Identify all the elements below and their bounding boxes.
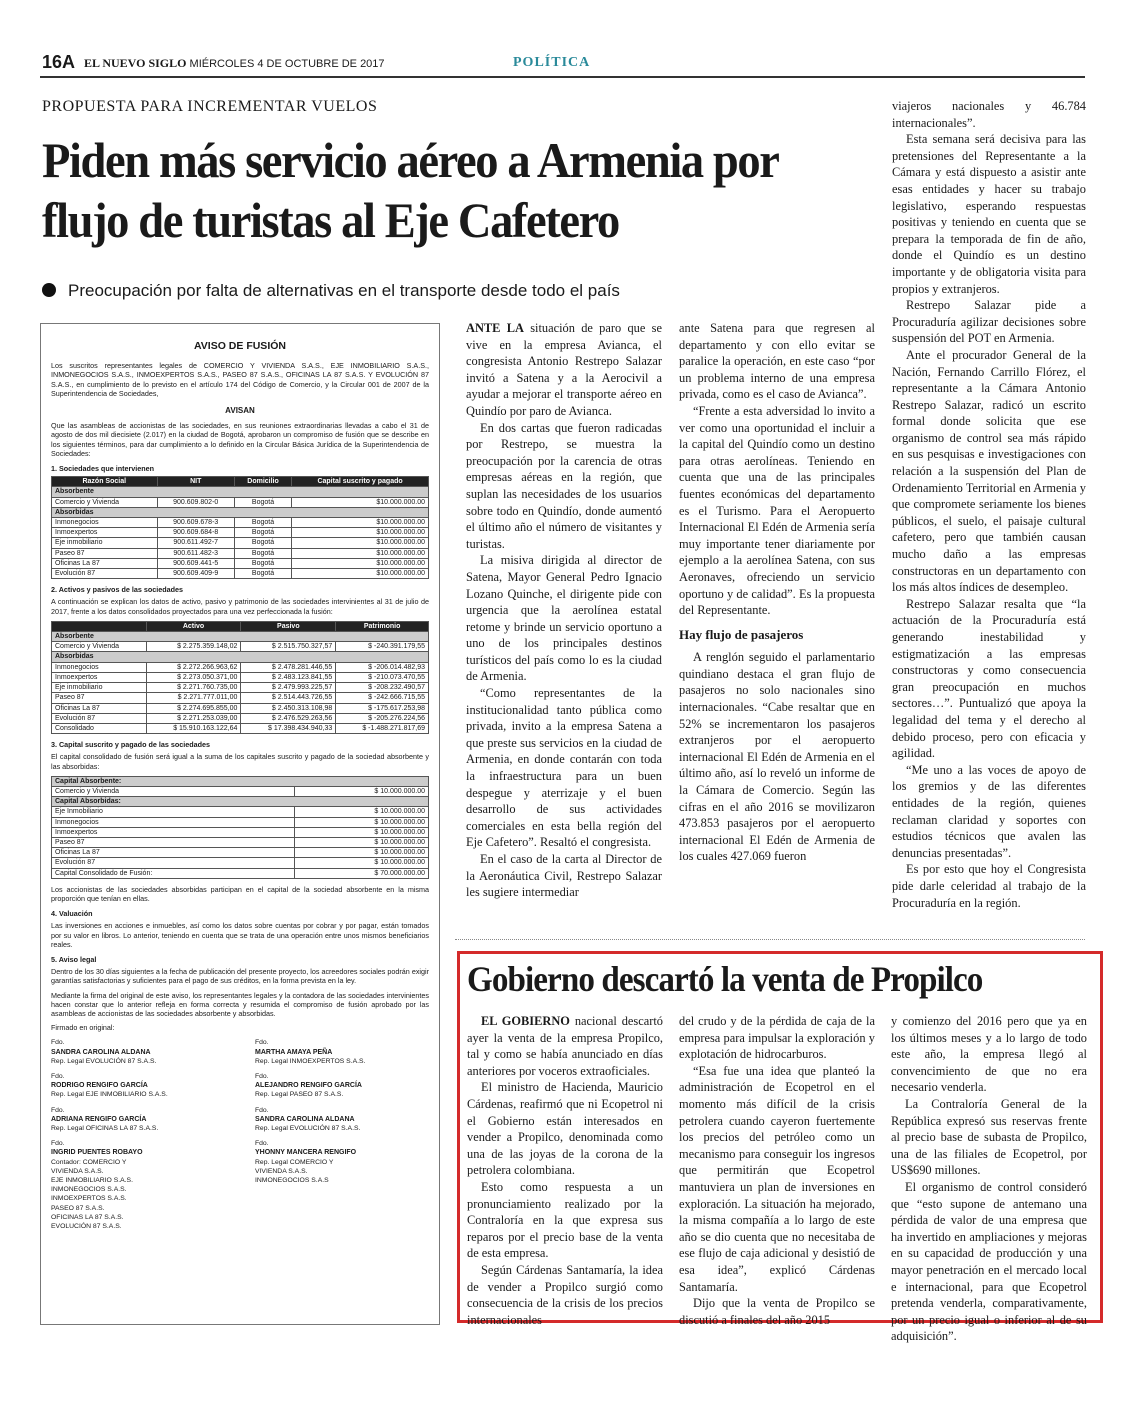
table-row: Evolución 87 $ 10.000.000.00 (52, 858, 429, 868)
table-row: Eje inmobiliario 900.611.492-7 Bogotá $10.000.000.00 (52, 538, 429, 548)
lead-in: EL GOBIERNO (481, 1014, 570, 1028)
table-row: Oficinas La 87 900.609.441-5 Bogotá $10.000.000.00 (52, 558, 429, 568)
notice-para: Las inversiones en acciones e inmuebles, así como los datos sobre cuentas por cobrar y por pagar, están tomados por su valor en libros. Lo anterior, teniendo en cuenta que se trata de una operación entre unos mismos beneficiarios reales. (51, 921, 429, 949)
paragraph: viajeros nacionales y 46.784 internacionales”. (892, 99, 1086, 130)
table-row: Paseo 87 $ 10.000.000.00 (52, 837, 429, 847)
table-group: Absorbente (52, 487, 429, 497)
notice-section-heading: 4. Valuación (51, 909, 93, 919)
notice-para: Que las asambleas de accionistas de las sociedades, en sus reuniones extraordinarias llevadas a cabo el 31 de agosto de dos mil diecisiete (2.017) en la ciudad de Bogotá, aprobaron un compromiso de fusión que se describe en los siguientes términos, para dar cumplimiento a lo definido en la Circular Básica Jurídica de la Superintendencia de Sociedades: (51, 421, 429, 458)
table-row: Comercio y Vivienda $ 2.275.359.148,02 $ 2.515.750.327,57 $ -240.391.179,55 (52, 642, 429, 652)
table-row: Inmoexpertos 900.609.684-8 Bogotá $10.000.000.00 (52, 528, 429, 538)
notice-avisan: AVISAN (225, 406, 255, 416)
notice-para: Mediante la firma del original de este aviso, los representantes legales y la contadora de las sociedades intervinientes hacen constar que lo anterior refleja en forma correcta y resumida el compromiso de fusión aprobado por las asambleas de accionistas de las sociedades absorbente y absorbidas. (51, 990, 429, 1018)
notice-title: AVISO DE FUSIÓN (194, 340, 286, 352)
article-headline: Piden más servicio aéreo a Armenia por flujo de turistas al Eje Cafetero (42, 132, 778, 248)
table-group: Absorbidas (52, 507, 429, 517)
paragraph: Restrepo Salazar pide a Procuraduría agilizar decisiones sobre suspensión del POT en Armenia. (892, 298, 1086, 346)
newspaper-name: EL NUEVO SIGLO (84, 56, 187, 70)
box-column-2 (679, 1013, 875, 1328)
table-row: Comercio y Vivienda $ 10.000.000.00 (52, 786, 429, 796)
table-row: Eje Inmobiliario $ 10.000.000.00 (52, 807, 429, 817)
dotted-divider (455, 939, 1085, 940)
table-row: Inmoexpertos $ 2.273.050.371,00 $ 2.483.123.841,55 $ -210.073.470,55 (52, 672, 429, 682)
notice-para: Los accionistas de las sociedades absorbidas participan en el capital de la sociedad absorbente en la misma proporción que tenían en ellas. (51, 884, 429, 903)
notice-para: Dentro de los 30 días siguientes a la fecha de publicación del presente proyecto, los acreedores sociales podrán exigir garantías satisfactorias y suficientes para el pago de sus créditos, en la forma prevista en la ley. (51, 967, 429, 986)
signature-block: Fdo. SANDRA CAROLINA ALDANA Rep. Legal EVOLUCIÓN 87 S.A.S. (255, 1106, 361, 1133)
paragraph: El organismo de control consideró que “esto supone de antemano una pérdida de valor de una empresa que ha invertido en ampliaciones y mejoras en su capacidad de producción y una mayor penetración en el mercado local e internacional, para que Ecopetrol pretenda venderla, comparativamente, por un precio igual o inferior al de su adquisición”. (891, 1179, 1087, 1344)
table-header: Domicilio (234, 477, 291, 487)
table-row: Capital Consolidado de Fusión: $ 70.000.000.00 (52, 868, 429, 878)
table-row: Inmonegocios $ 2.272.266.963,62 $ 2.478.281.446,55 $ -206.014.482,93 (52, 662, 429, 672)
signature-block: Fdo. ALEJANDRO RENGIFO GARCÍA Rep. Legal PASEO 87 S.A.S. (255, 1073, 362, 1099)
table-row: Evolución 87 900.609.409-9 Bogotá $10.000.000.00 (52, 569, 429, 579)
notice-para: A continuación se explican los datos de activo, pasivo y patrimonio de las sociedades intervinientes al 31 de julio de 2017, frente a los datos consolidados proyectados para una vez perfeccionada la fusión: (51, 597, 429, 616)
article-column-3 (892, 98, 1086, 911)
article-column-1 (466, 320, 662, 901)
table-header: Capital suscrito y pagado (292, 477, 429, 487)
box-column-3 (891, 1013, 1087, 1345)
table-header: Razón Social (52, 477, 158, 487)
masthead-line (84, 56, 385, 71)
table-header: Patrimonio (336, 621, 429, 631)
box-column-1 (467, 1013, 663, 1328)
page-folio: 16A (42, 52, 76, 72)
table-row: Evolución 87 $ 2.271.253.039,00 $ 2.476.529.263,56 $ -205.276.224,56 (52, 713, 429, 723)
paragraph: EL GOBIERNO nacional descartó ayer la venta de la empresa Propilco, tal y como se había anunciado en días anteriores por voceros extraoficiales. (467, 1014, 663, 1078)
balance-table (51, 621, 429, 734)
signature-block: Fdo. ADRIANA RENGIFO GARCÍA Rep. Legal OFICINAS LA 87 S.A.S. (51, 1106, 159, 1133)
notice-para: El capital consolidado de fusión será igual a la suma de los capitales suscrito y pagado de la sociedad absorbente y las absorbidas: (51, 752, 429, 771)
paragraph: Según Cárdenas Santamaría, la idea de vender a Propilco surgió como consecuencia de la crisis de los precios internacionales (467, 1262, 663, 1327)
paragraph: “Esa fue una idea que planteó la administración de Ecopetrol en el momento más difícil de la crisis petrolera cuando cayeron fuertemente los precios del petróleo como un mecanismo para conseguir los ingresos que permitirán que Ecopetrol mantuviera un plan de inversiones en exploración. La situación ha mejorado, la misma compañía a lo largo de este año se dio cuenta que no necesitaba de ese flujo de caja adicional y desistió de esa idea”, explicó Cárdenas Santamaría. (679, 1063, 875, 1294)
article-column-2 (679, 320, 875, 865)
table-header: NIT (157, 477, 234, 487)
paragraph: Ante el procurador General de la Nación, Fernando Carrillo Flórez, el representante a la Cámara Antonio Restrepo Salazar, radicó un escrito formal donde solicita que ese organismo de control sea más rápido en sus pesquisas e investigaciones con relación a la suspensión del Plan de Ordenamiento Territorial en Armenia y que compromete seriamente los bienes públicos, el suelo, el paisaje cultural cafetero, pero que también causan mucho daño a las empresas constructoras en un departamento con los más altos índices de desempleo. (892, 347, 1086, 595)
paragraph: El ministro de Hacienda, Mauricio Cárdenas, reafirmó que ni Ecopetrol ni el Gobierno están interesados en vender a Propilco, denominada como una de las joyas de la corona de la petrolera colombiana. (467, 1080, 663, 1178)
paragraph: Esta semana será decisiva para las pretensiones del Representante a la Cámara y está dispuesto a asistir ante esas entidades y hacer su trabajo legislativo, esperando respuestas positivas y teniendo en cuenta que se prepara la temporada de fin de año, donde el Quindío es un destino importante y de obligatoria visita para propios y extranjeros. (892, 132, 1086, 296)
table-group: Capital Absorbidas: (52, 797, 429, 807)
table-header: Activo (146, 621, 241, 631)
paragraph: “Frente a esta adversidad lo invito a ver como una oportunidad el incluir a la capital del Quindío como un destino para otras aerolíneas. Teniendo en cuenta que una de las principales fuentes económicas del departamento es el Turismo. Para el Aeropuerto Internacional El Edén de Armenia sería muy importante tener diariamente por ejemplo a la aerolínea Satena, con sus Aeronaves, ofreciendo un servicio oportuno y de calidad”. Es la propuesta del Representante. (679, 403, 875, 618)
paragraph: “Me uno a las voces de apoyo de los gremios y de las diferentes entidades de la región, quienes reclaman claridad y soportes con estudios técnicos que avalen las denuncias presentadas”. (892, 762, 1086, 860)
paragraph: En dos cartas que fueron radicadas por Restrepo, se muestra la preocupación por la carencia de otras empresas aéreas en la región, que suplan las necesidades de los usuarios sobre todo en Quindío, donde aumentó el último año el número de visitantes y turistas. (466, 420, 662, 551)
paragraph: y comienzo del 2016 pero que ya en los últimos meses y a lo largo de todo este año, la empresa llegó al convencimiento de que no era necesario venderla. (891, 1014, 1087, 1095)
notice-section-heading: 3. Capital suscrito y pagado de las sociedades (51, 740, 210, 750)
lead-in: ANTE LA (466, 321, 524, 335)
table-header: Pasivo (241, 621, 336, 631)
table-group: Absorbente (52, 632, 429, 642)
capital-table (51, 776, 429, 879)
box-headline: Gobierno descartó la venta de Propilco (467, 959, 983, 999)
paragraph: Es por esto que hoy el Congresista pide darle celeridad al trabajo de la Procuraduría en la región. (892, 862, 1086, 910)
signature-block: Fdo. MARTHA AMAYA PEÑA Rep. Legal INMOEXPERTOS S.A.S. (255, 1039, 366, 1065)
paragraph: ANTE LA situación de paro que se vive en la empresa Avianca, el congresista Antonio Restrepo Salazar invitó a Satena y a la Aerocivil a ayudar a mejorar el transporte aéreo en Quindío por paro de Avianca. (466, 321, 662, 418)
table-row: Inmonegocios $ 10.000.000.00 (52, 817, 429, 827)
issue-date: MIÉRCOLES 4 DE OCTUBRE DE 2017 (189, 58, 385, 70)
table-row: Inmoexpertos $ 10.000.000.00 (52, 827, 429, 837)
paragraph: ante Satena para que regresen al departamento y con ello evitar se paralice la operación, en este caso “por un problema interno de una empresa privada, como es el caso de Avianca”. (679, 321, 875, 402)
paragraph: La Contraloría General de la República expresó sus reservas frente al precio base de subasta de Propilco, una de las filiales de Ecopetrol, por US$690 millones. (891, 1096, 1087, 1178)
paragraph: “Como representantes de la institucionalidad tanto pública como privada, invito a la empresa Satena a que preste sus servicios en la ciudad de Armenia, en donde contarán con toda la infraestructura para un buen despegue y aterrizaje y el buen desarrollo de sus actividades comerciales en esta bella región del Eje Cafetero”. Resaltó el congresista. (466, 686, 662, 850)
paragraph: Restrepo Salazar resalta que “la actuación de la Procuraduría está generando inestabilidad y estigmatización a las empresas constructoras y como consecuencia gran preocupación en muchos sectores…”. Puntualizó que apoya la legalidad del tema y el derecho al debido proceso, pero con eficacia y agilidad. (892, 596, 1086, 761)
table-row: Oficinas La 87 $ 2.274.695.855,00 $ 2.450.313.108,98 $ -175.617.253,98 (52, 703, 429, 713)
companies-table (51, 476, 429, 579)
table-group: Capital Absorbente: (52, 776, 429, 786)
table-header (52, 621, 147, 631)
notice-section-heading: 5. Aviso legal (51, 954, 97, 964)
paragraph: La misiva dirigida al director de Satena, Mayor General Pedro Ignacio Lozano Quinche, el dirigente pide con urgencia que la aerolínea estatal retome y brinde un servicio oportuno a uno de los principales destinos turísticos del país como lo es la ciudad de Armenia. (466, 553, 662, 684)
table-group: Absorbidas (52, 652, 429, 662)
header-rule (40, 76, 1085, 78)
table-row: Consolidado $ 15.910.163.122,64 $ 17.398.434.940,33 $ -1.488.271.817,69 (52, 723, 429, 733)
notice-section-heading: 1. Sociedades que intervienen (51, 464, 155, 474)
table-row: Inmonegocios 900.609.678-3 Bogotá $10.000.000.00 (52, 518, 429, 528)
notice-section-heading: 2. Activos y pasivos de las sociedades (51, 585, 183, 595)
table-row: Oficinas La 87 $ 10.000.000.00 (52, 848, 429, 858)
signature-block: Fdo. RODRIGO RENGIFO GARCÍA Rep. Legal EJE INMOBILIARIO S.A.S. (51, 1073, 168, 1099)
signature-block: Fdo. INGRID PUENTES ROBAYO Contador: COMERCIO Y VIVIENDA S.A.S. EJE INMOBILIARIO S.A.S. INMONEGOCIOS S.A.S. INMOEXPERTOS S.A.S. PASEO 87 S.A.S. OFICINAS LA 87 S.A.S. EVOLUCIÓN 87 S.A.S. (51, 1140, 143, 1231)
paragraph: Dijo que la venta de Propilco se discutió a finales del año 2015 (679, 1296, 875, 1327)
section-label: POLÍTICA (513, 55, 591, 70)
signature-block: Fdo. SANDRA CAROLINA ALDANA Rep. Legal EVOLUCIÓN 87 S.A.S. (51, 1039, 157, 1065)
paragraph: del crudo y de la pérdida de caja de la empresa para impulsar la exploración y explotación de hidrocarburos. (679, 1014, 875, 1062)
notice-intro: Los suscritos representantes legales de COMERCIO Y VIVIENDA S.A.S., EJE INMOBILIARIO S.A.S., INMONEGOCIOS S.A.S., INMOEXPERTOS S.A.S., PASEO 87 S.A.S., OFICINAS LA 87 S.A.S. Y EVOLUCIÓN 87 S.A.S., en cumplimiento de lo previsto en el artículo 174 del Código de Comercio, y la Circular 001 de 2007 de la Superintendencia de Sociedades, (51, 361, 429, 398)
paragraph: A renglón seguido el parlamentario quindiano destaca el gran flujo de pasajeros no solo nacionales sino internacionales. “Cabe resaltar que en 52% se incrementaron los pasajeros extranjeros por el aeropuerto internacional El Edén de Armenia en el último año, así lo reveló un informe de la Cámara de Comercio. Según las cifras en el año 2016 se movilizaron 473.853 pasajeros por el aeropuerto internacional El Edén de Armenia de los cuales 427.069 fueron (679, 650, 875, 864)
subheading: Hay flujo de pasajeros (679, 626, 804, 642)
signature-block: Fdo. YHONNY MANCERA RENGIFO Rep. Legal COMERCIO Y VIVIENDA S.A.S. INMONEGOCIOS S.A.S (255, 1140, 357, 1185)
paragraph: En el caso de la carta al Director de la Aeronáutica Civil, Restrepo Salazar les sugiere intermediar (466, 852, 662, 900)
deck-text: Preocupación por falta de alternativas en el transporte desde todo el país (68, 281, 620, 300)
paragraph: Esto como respuesta a un pronunciamiento realizado por la Contraloría en la que expresa sus reparos por el precio base de la venta de esta empresa. (467, 1179, 663, 1261)
article-deck (42, 281, 620, 301)
table-row: Paseo 87 900.611.482-3 Bogotá $10.000.000.00 (52, 548, 429, 558)
table-row: Paseo 87 $ 2.271.777.011,00 $ 2.514.443.726,55 $ -242.666.715,55 (52, 693, 429, 703)
article-kicker: PROPUESTA PARA INCREMENTAR VUELOS (42, 98, 378, 115)
signatures (51, 1038, 429, 1231)
table-row: Comercio y Vivienda 900.609.802-0 Bogotá $10.000.000.00 (52, 497, 429, 507)
table-row: Eje inmobiliario $ 2.271.760.735,00 $ 2.479.993.225,57 $ -208.232.490,57 (52, 683, 429, 693)
notice-signed: Firmado en original: (51, 1023, 115, 1033)
bullet-icon (42, 283, 56, 297)
legal-notice (40, 323, 440, 1325)
